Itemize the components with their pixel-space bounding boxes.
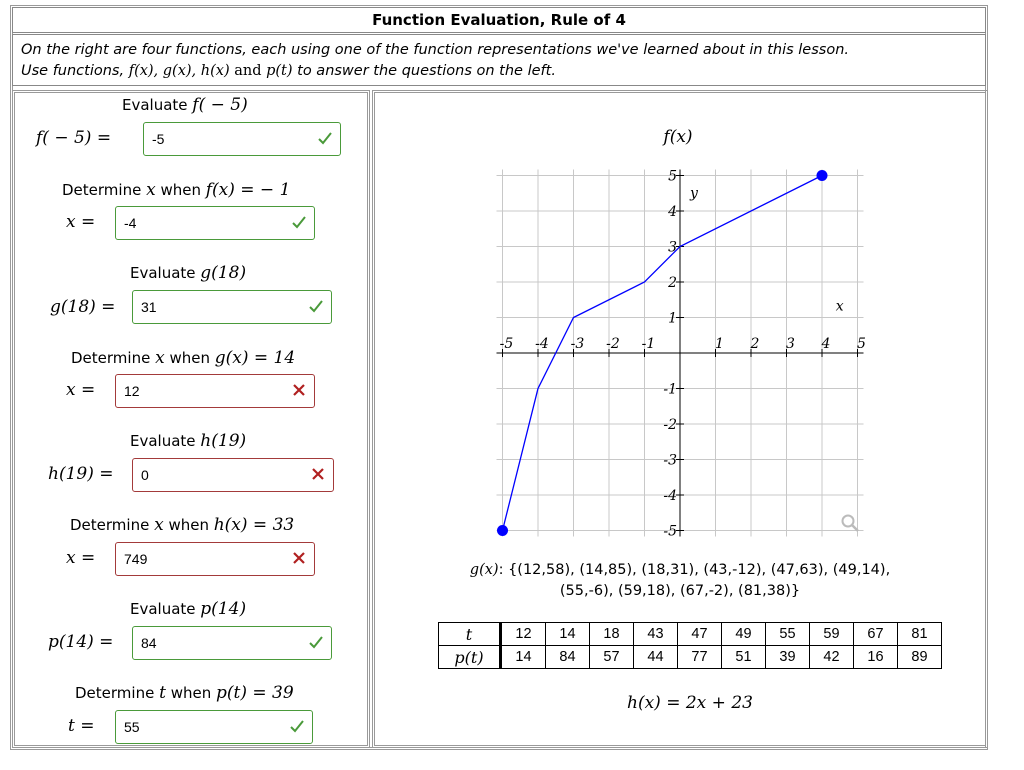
answer-input[interactable] xyxy=(132,458,334,492)
y-tick-label: -3 xyxy=(663,452,677,469)
g-line-1 xyxy=(440,560,920,581)
prompt-math: h(19) xyxy=(200,431,247,451)
page-title: Function Evaluation, Rule of 4 xyxy=(12,7,986,33)
answer-value: 55 xyxy=(124,719,140,735)
prompt-when: when xyxy=(155,181,206,199)
x-tick-label: -3 xyxy=(570,336,585,352)
instructions-text: Use functions, xyxy=(21,63,129,79)
instructions-line-1: On the right are four functions, each using one of the function representations we've learned about in this lesson. xyxy=(21,42,850,58)
t-cell: 47 xyxy=(678,623,722,646)
prompt-text: Determine xyxy=(75,684,160,702)
graph-axes xyxy=(497,170,864,537)
question-label xyxy=(75,683,294,703)
t-cell: 67 xyxy=(854,623,898,646)
instructions xyxy=(12,34,986,86)
g-pairs-2: (55,-6), (59,18), (67,-2), (81,38)} xyxy=(559,583,801,599)
check-icon xyxy=(290,213,308,231)
prompt-math: f(x) = − 1 xyxy=(205,180,291,200)
instructions-text-end: to answer the questions on the left. xyxy=(292,63,556,79)
prompt-text: Determine xyxy=(62,181,147,199)
answer-lhs: t = xyxy=(68,716,95,736)
instructions-line-2 xyxy=(21,61,977,82)
prompt-math: p(t) = 39 xyxy=(215,683,294,703)
answer-value: 84 xyxy=(141,635,157,651)
x-tick-label: 1 xyxy=(715,336,724,352)
instructions-p: p(t) xyxy=(266,63,293,79)
p-cell: 57 xyxy=(590,646,634,669)
y-tick-label: 4 xyxy=(668,204,677,220)
graph-title: f(x) xyxy=(663,127,693,147)
t-cell: 12 xyxy=(501,623,546,646)
question-label xyxy=(71,348,295,368)
answer-lhs: x = xyxy=(66,212,96,232)
p-cell: 77 xyxy=(678,646,722,669)
prompt-text: Evaluate xyxy=(130,600,201,618)
endpoint-dot xyxy=(817,170,828,181)
answer-input[interactable] xyxy=(132,290,332,324)
prompt-var: x xyxy=(155,348,165,368)
y-tick-label: -1 xyxy=(663,381,677,398)
answer-value: -4 xyxy=(124,215,137,231)
answer-input[interactable] xyxy=(115,710,313,744)
g-pairs-1: : {(12,58), (14,85), (18,31), (43,-12), (47,63), (49,14), xyxy=(498,562,891,578)
answer-input[interactable] xyxy=(132,626,332,660)
t-cell: 49 xyxy=(722,623,766,646)
check-icon xyxy=(288,717,306,735)
x-tick-label: -4 xyxy=(535,336,549,352)
p-table xyxy=(438,622,942,669)
prompt-text: Evaluate xyxy=(122,96,193,114)
answer-value: -5 xyxy=(152,131,165,147)
y-axis-label: y xyxy=(690,185,698,202)
prompt-var: t xyxy=(159,683,166,703)
t-row xyxy=(439,623,942,646)
x-tick-label: 3 xyxy=(786,336,795,352)
prompt-when: when xyxy=(164,349,215,367)
t-cell: 43 xyxy=(634,623,678,646)
t-cell: 14 xyxy=(546,623,590,646)
y-tick-label: 2 xyxy=(668,275,677,291)
prompt-math: f( − 5) xyxy=(192,95,248,115)
x-tick-label: 2 xyxy=(750,336,760,352)
p-cell: 39 xyxy=(766,646,810,669)
question-label xyxy=(70,515,294,535)
y-tick-label: 3 xyxy=(668,239,677,256)
y-tick-label: -4 xyxy=(663,488,677,504)
prompt-when: when xyxy=(163,516,214,534)
prompt-text: Evaluate xyxy=(130,264,201,282)
answer-value: 0 xyxy=(141,467,149,483)
f-graph[interactable] xyxy=(488,120,878,540)
t-cell: 59 xyxy=(810,623,854,646)
g-label: g(x) xyxy=(469,562,499,578)
check-icon xyxy=(307,297,325,315)
y-tick-label: -5 xyxy=(663,523,677,540)
answer-lhs: p(14) = xyxy=(48,632,114,652)
answer-input[interactable] xyxy=(115,542,315,576)
answer-value: 12 xyxy=(124,383,140,399)
prompt-text: Evaluate xyxy=(130,432,201,450)
prompt-var: x xyxy=(146,180,156,200)
answer-value: 749 xyxy=(124,551,148,567)
t-cell: 18 xyxy=(590,623,634,646)
x-tick-label: -1 xyxy=(641,336,656,352)
endpoint-dot xyxy=(497,525,508,536)
x-axis-label: x xyxy=(835,298,844,315)
g-function-set xyxy=(440,560,920,602)
answer-lhs: g(18) = xyxy=(50,297,116,317)
prompt-math: g(x) = 14 xyxy=(214,348,296,368)
cross-icon xyxy=(290,381,308,399)
prompt-math: h(x) = 33 xyxy=(213,515,295,535)
y-tick-label: 1 xyxy=(668,310,677,327)
prompt-var: x xyxy=(154,515,164,535)
p-cell: 42 xyxy=(810,646,854,669)
zoom-icon[interactable] xyxy=(843,516,859,532)
answer-lhs: x = xyxy=(66,548,96,568)
p-cell: 14 xyxy=(501,646,546,669)
answer-input[interactable] xyxy=(143,122,341,156)
x-tick-label: 4 xyxy=(821,336,831,352)
prompt-when: when xyxy=(165,684,216,702)
answer-value: 31 xyxy=(141,299,157,315)
p-header: p(t) xyxy=(439,646,501,669)
t-cell: 55 xyxy=(766,623,810,646)
instructions-functions: f(x), g(x), h(x) xyxy=(128,63,230,79)
answer-input[interactable] xyxy=(115,206,315,240)
p-cell: 16 xyxy=(854,646,898,669)
p-row xyxy=(439,646,942,669)
x-tick-label: 5 xyxy=(857,336,866,352)
prompt-text: Determine xyxy=(71,349,156,367)
prompt-math: g(18) xyxy=(200,263,247,283)
p-cell: 89 xyxy=(898,646,942,669)
y-tick-label: 5 xyxy=(668,168,677,185)
answer-lhs: f( − 5) = xyxy=(36,128,112,148)
answer-lhs: x = xyxy=(66,380,96,400)
answer-lhs: h(19) = xyxy=(48,464,114,484)
cross-icon xyxy=(290,549,308,567)
question-label xyxy=(130,263,246,283)
p-cell: 51 xyxy=(722,646,766,669)
check-icon xyxy=(307,633,325,651)
prompt-text: Determine xyxy=(70,516,155,534)
t-header: t xyxy=(439,623,501,646)
answer-input[interactable] xyxy=(115,374,315,408)
question-label xyxy=(130,599,246,619)
cross-icon xyxy=(309,465,327,483)
p-cell: 44 xyxy=(634,646,678,669)
p-cell: 84 xyxy=(546,646,590,669)
question-label xyxy=(122,95,248,115)
y-tick-label: -2 xyxy=(663,417,677,433)
h-formula: h(x) = 2x + 23 xyxy=(627,693,753,713)
prompt-math: p(14) xyxy=(200,599,247,619)
instructions-and: and xyxy=(229,63,267,79)
question-label xyxy=(130,431,246,451)
check-icon xyxy=(316,129,334,147)
x-tick-label: -2 xyxy=(606,336,620,352)
x-tick-label: -5 xyxy=(499,336,514,352)
t-cell: 81 xyxy=(898,623,942,646)
question-label xyxy=(62,180,290,200)
